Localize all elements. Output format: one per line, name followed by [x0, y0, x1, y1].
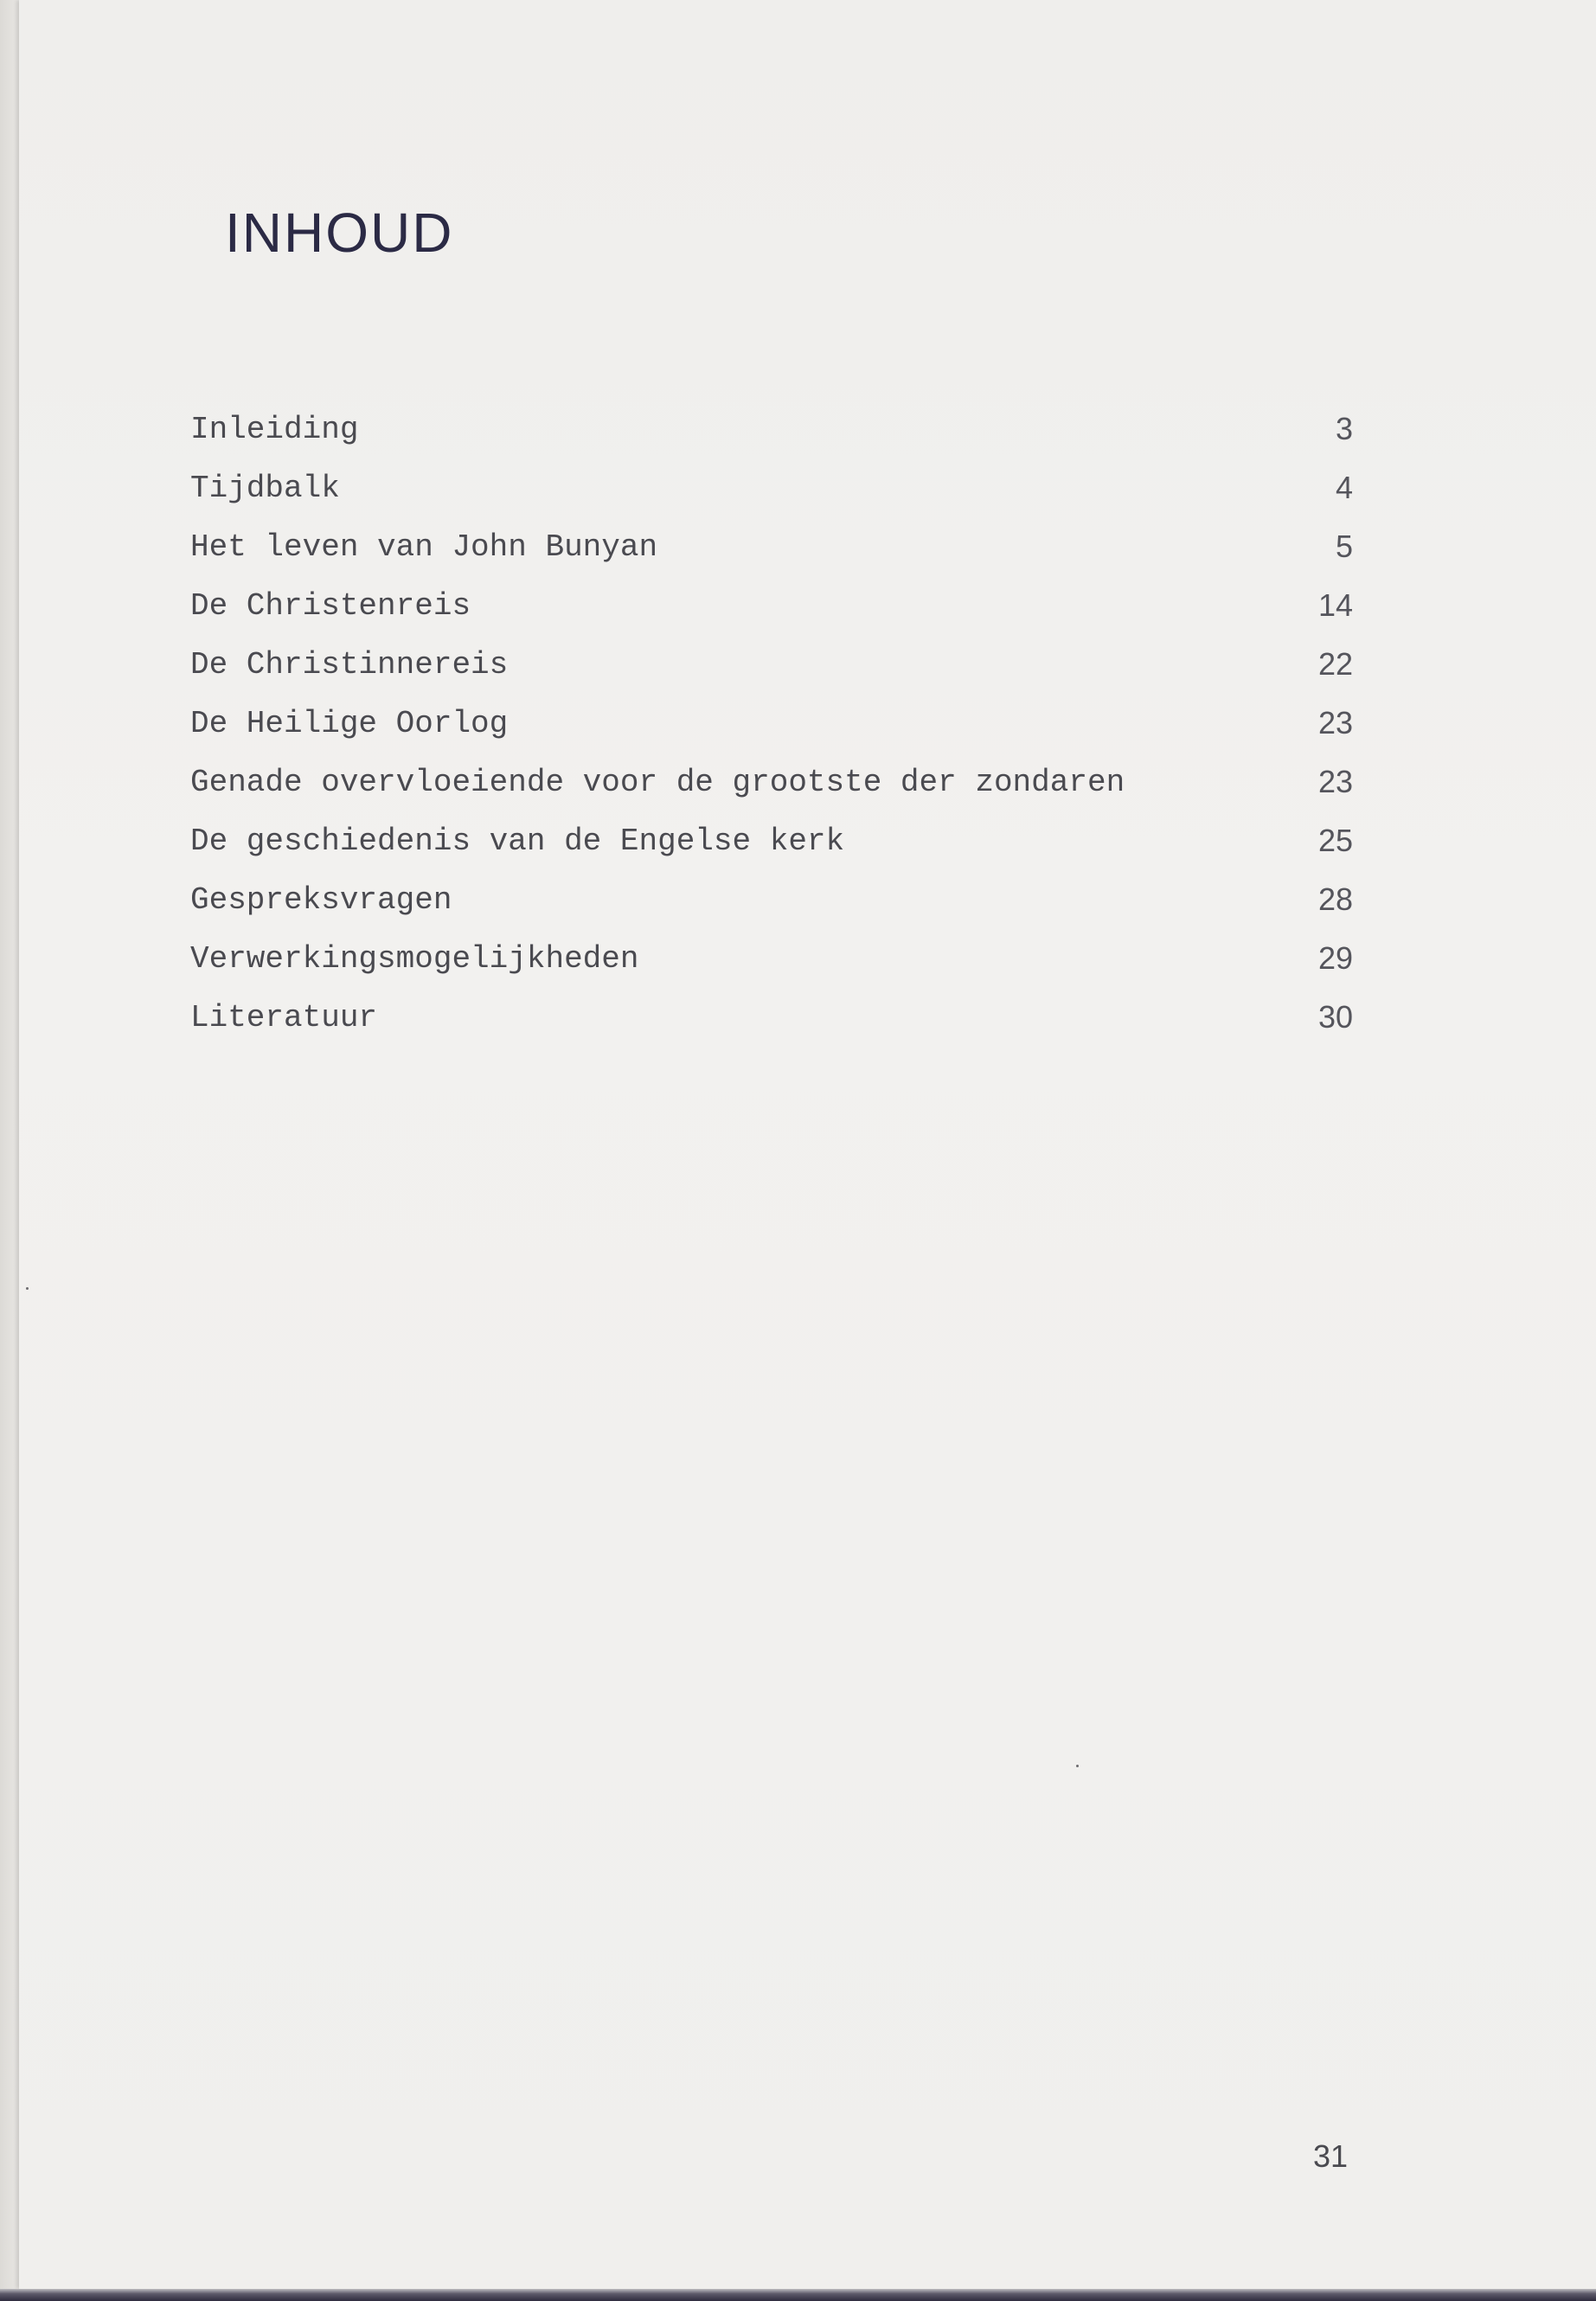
toc-entry [190, 929, 1353, 988]
toc-entry-title: Verwerkingsmogelijkheden [190, 940, 639, 977]
page-number: 31 [1313, 2138, 1349, 2174]
toc-entry-title: Tijdbalk [190, 470, 340, 506]
toc-entry-page: 5 [1335, 529, 1353, 564]
toc-entry-title: De Christinnereis [190, 646, 509, 683]
toc-entry-page: 29 [1317, 940, 1353, 976]
toc-entry-page: 30 [1317, 999, 1353, 1035]
toc-entry [190, 576, 1353, 635]
toc-entry-title: De Heilige Oorlog [190, 705, 509, 741]
toc-entry [190, 988, 1353, 1047]
toc-entry-title: De geschiedenis van de Engelse kerk [190, 823, 845, 859]
toc-entry [190, 870, 1353, 929]
toc-entry-page: 28 [1317, 881, 1353, 917]
toc-entry [190, 753, 1353, 811]
toc-entry [190, 694, 1353, 753]
toc-entry-page: 4 [1335, 470, 1353, 505]
page-gutter [0, 0, 19, 2301]
toc-entry-title: Het leven van John Bunyan [190, 529, 658, 565]
toc-entry [190, 458, 1353, 517]
paper-speck [26, 1287, 29, 1290]
toc-entry-page: 22 [1317, 646, 1353, 682]
toc-entry [190, 635, 1353, 694]
toc-entry-page: 23 [1317, 764, 1353, 799]
document-page [19, 0, 1596, 2289]
toc-entry-page: 25 [1317, 823, 1353, 858]
toc-entry-title: Gespreksvragen [190, 881, 452, 918]
paper-speck [1076, 1765, 1079, 1767]
toc-entry-page: 14 [1317, 587, 1353, 623]
page-bottom-edge [0, 2289, 1596, 2301]
toc-entry-page: 3 [1335, 411, 1353, 446]
toc-entry [190, 517, 1353, 576]
toc-entry [190, 811, 1353, 870]
toc-entry-title: Inleiding [190, 411, 359, 447]
page-title: INHOUD [225, 202, 454, 264]
toc-entry-page: 23 [1317, 705, 1353, 740]
toc-entry [190, 400, 1353, 458]
toc-entry-title: Literatuur [190, 999, 378, 1035]
toc-entry-title: De Christenreis [190, 587, 471, 624]
toc-entry-title: Genade overvloeiende voor de grootste der zondaren [190, 764, 1125, 800]
table-of-contents [190, 400, 1353, 1047]
